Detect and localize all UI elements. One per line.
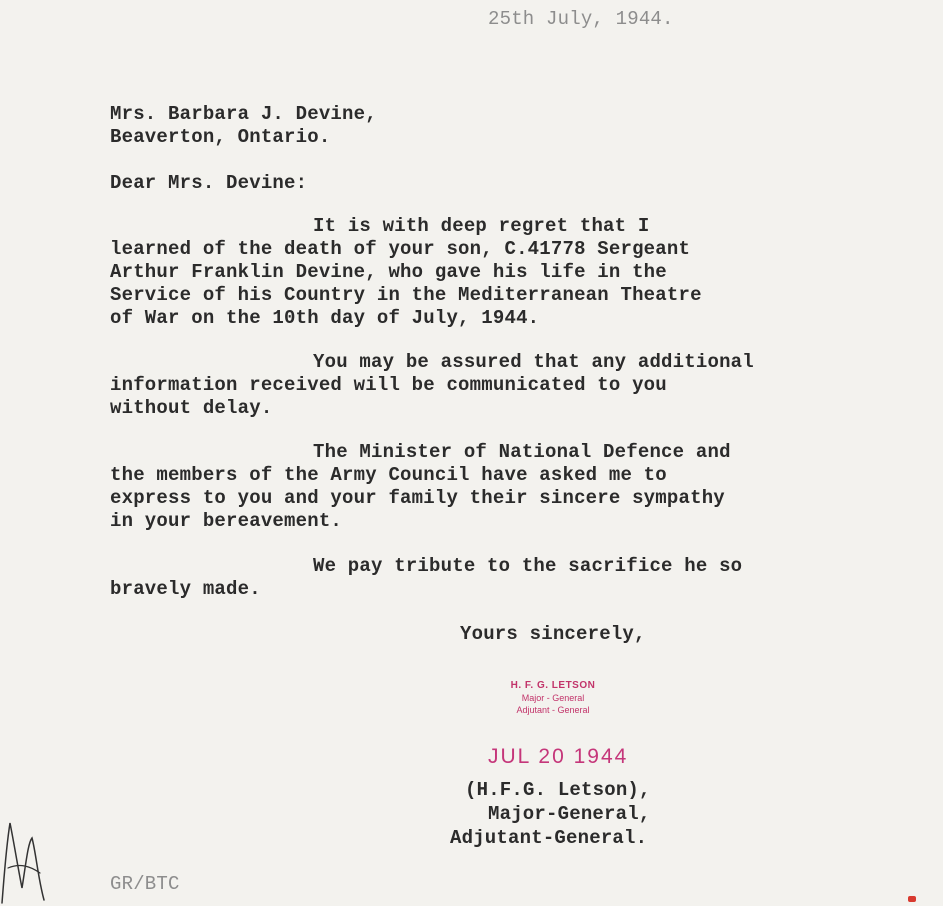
signatory-title: Adjutant-General.: [450, 827, 648, 849]
paragraph-2-line-3: without delay.: [110, 397, 273, 419]
paragraph-1-line-1: It is with deep regret that I: [313, 215, 650, 237]
signatory-rank: Major-General,: [488, 803, 651, 825]
paragraph-4-line-2: bravely made.: [110, 578, 261, 600]
paragraph-2-line-2: information received will be communicated to you: [110, 374, 667, 396]
paragraph-3-line-4: in your bereavement.: [110, 510, 343, 532]
letter-date: 25th July, 1944.: [488, 8, 674, 30]
recipient-location: Beaverton, Ontario.: [110, 126, 331, 148]
handwritten-mark-icon: [0, 808, 60, 906]
paragraph-1-line-5: of War on the 10th day of July, 1944.: [110, 307, 540, 329]
closing: Yours sincerely,: [460, 623, 646, 645]
paragraph-1-line-3: Arthur Franklin Devine, who gave his life in the: [110, 261, 667, 283]
stamp-title: Adjutant - General: [516, 705, 590, 715]
date-stamp: JUL 20 1944: [488, 745, 629, 768]
red-mark: [908, 896, 916, 902]
paragraph-3-line-1: The Minister of National Defence and: [313, 441, 731, 463]
paragraph-3-line-2: the members of the Army Council have asked me to: [110, 464, 667, 486]
signatory-name: (H.F.G. Letson),: [465, 779, 651, 801]
stamp-rank: Major - General: [521, 693, 585, 703]
salutation: Dear Mrs. Devine:: [110, 172, 308, 194]
reference-initials: GR/BTC: [110, 873, 180, 895]
paragraph-1-line-4: Service of his Country in the Mediterranean Theatre: [110, 284, 702, 306]
paragraph-4-line-1: We pay tribute to the sacrifice he so: [313, 555, 743, 577]
paragraph-3-line-3: express to you and your family their sincere sympathy: [110, 487, 725, 509]
recipient-name: Mrs. Barbara J. Devine,: [110, 103, 377, 125]
signature-stamp: [488, 680, 618, 716]
paragraph-2-line-1: You may be assured that any additional: [313, 351, 754, 373]
paragraph-1-line-2: learned of the death of your son, C.41778 Sergeant: [110, 238, 691, 260]
stamp-name: H. F. G. LETSON: [510, 680, 596, 691]
